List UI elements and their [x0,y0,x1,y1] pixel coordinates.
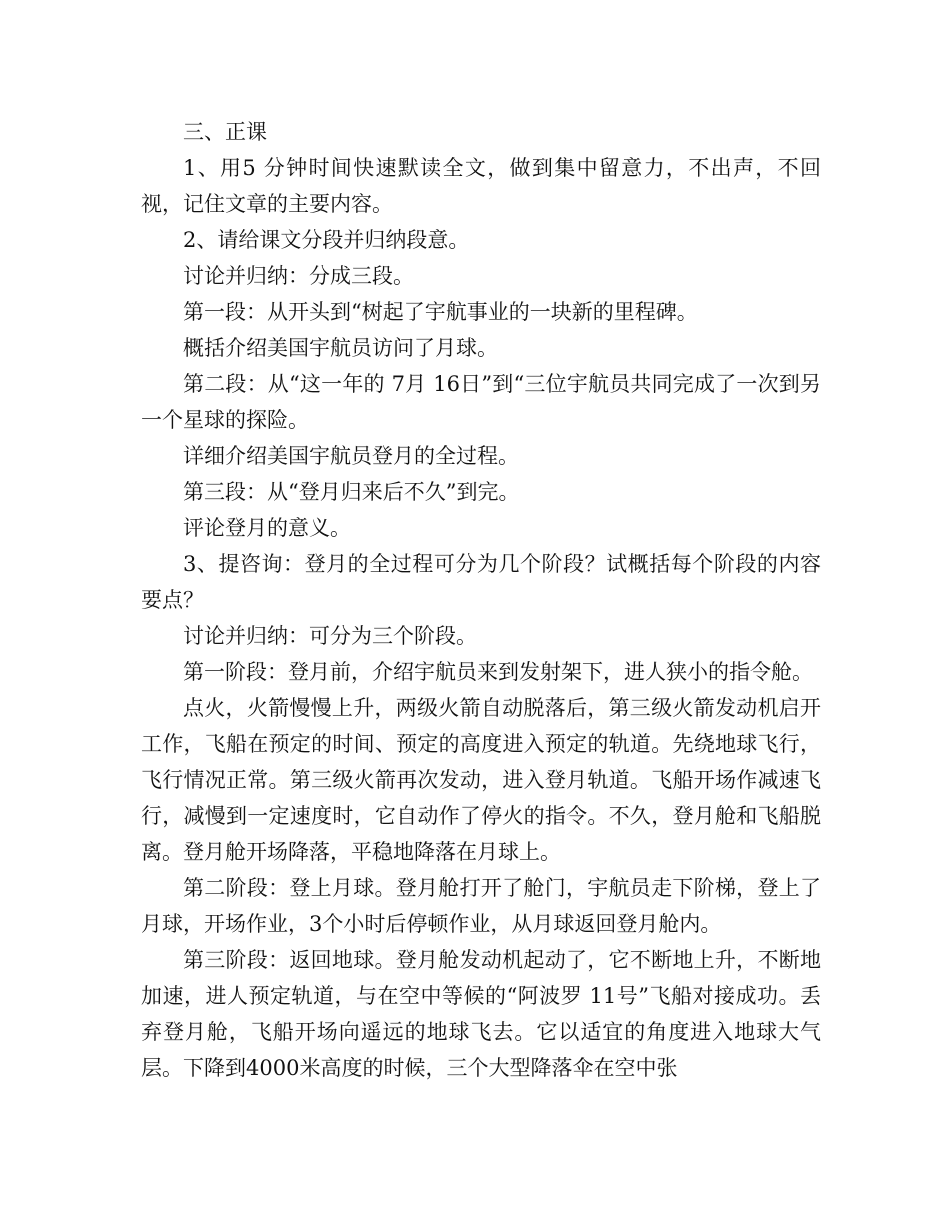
paragraph: 第一段：从开头到“树起了宇航事业的一块新的里程碑。 [183,300,698,324]
paragraph: 讨论并归纳：可分为三个阶段。 [183,624,477,648]
paragraph: 点火，火箭慢慢上升，两级火箭自动脱落后，第三级火箭发动机启开工作，飞船在预定的时间、预定的高度进入预定的轨道。先绕地球飞行，飞行情况正常。第三级火箭再次发动，进入登月轨道。飞船开场作减速飞行，减慢到一定速度时，它自动作了停火的指令。不久，登月舱和飞船脱离。登月舱开场降落，平稳地降落在月球上。 [141,696,821,864]
paragraph: 第一阶段：登月前，介绍宇航员来到发射架下，进人狭小的指令舱。 [183,660,813,684]
paragraph: 讨论并归纳：分成三段。 [183,264,414,288]
paragraph: 概括介绍美国宇航员访问了月球。 [183,336,498,360]
section-heading: 三、正课 [183,120,267,144]
paragraph: 第三段：从“登月归来后不久”到完。 [183,480,520,504]
paragraph: 第三阶段：返回地球。登月舱发动机起动了，它不断地上升，不断地加速，进人预定轨道，与在空中等候的“阿波罗 11号”飞船对接成功。丢弃登月舱，飞船开场向遥远的地球飞去。它以适宜的角度进入地球大气层。下降到4000米高度的时候，三个大型降落伞在空中张 [141,948,821,1080]
paragraph: 第二阶段：登上月球。登月舱打开了舱门，宇航员走下阶梯，登上了月球，开场作业，3个小时后停顿作业，从月球返回登月舱内。 [141,876,821,936]
paragraph: 3、提咨询：登月的全过程可分为几个阶段？试概括每个阶段的内容要点？ [141,552,821,612]
document-body [141,114,821,1086]
paragraph: 1、用5 分钟时间快速默读全文，做到集中留意力，不出声，不回视，记住文章的主要内容。 [141,156,821,216]
paragraph: 详细介绍美国宇航员登月的全过程。 [183,444,519,468]
paragraph: 2、请给课文分段并归纳段意。 [183,228,470,252]
paragraph: 评论登月的意义。 [183,516,351,540]
paragraph: 第二段：从“这一年的 7月 16日”到“三位宇航员共同完成了一次到另一个星球的探险。 [141,372,821,432]
